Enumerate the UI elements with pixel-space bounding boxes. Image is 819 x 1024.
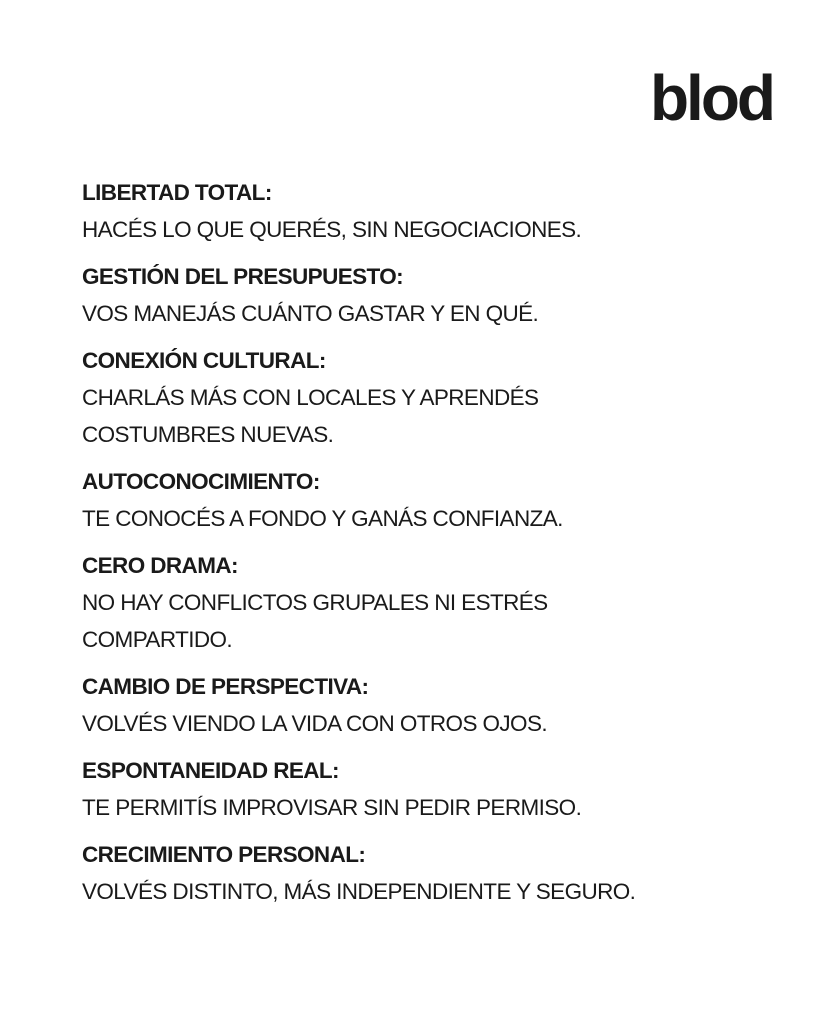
list-item <box>82 258 782 332</box>
item-title: CERO DRAMA: <box>82 553 238 578</box>
list-item <box>82 752 782 826</box>
item-description: TE PERMITÍS IMPROVISAR SIN PEDIR PERMISO. <box>82 795 582 820</box>
item-title: GESTIÓN DEL PRESUPUESTO: <box>82 264 404 289</box>
list-item <box>82 547 782 658</box>
list-item <box>82 174 782 248</box>
item-description: CHARLÁS MÁS CON LOCALES Y APRENDÉS COSTUMBRES NUEVAS. <box>82 385 539 447</box>
list-item <box>82 463 782 537</box>
item-description: VOLVÉS VIENDO LA VIDA CON OTROS OJOS. <box>82 711 548 736</box>
list-item <box>82 836 782 910</box>
item-description: VOS MANEJÁS CUÁNTO GASTAR Y EN QUÉ. <box>82 301 539 326</box>
item-title: LIBERTAD TOTAL: <box>82 180 272 205</box>
item-description: HACÉS LO QUE QUERÉS, SIN NEGOCIACIONES. <box>82 217 582 242</box>
benefits-list <box>82 174 782 920</box>
item-title: CONEXIÓN CULTURAL: <box>82 348 326 373</box>
brand-logo: blod <box>649 62 773 134</box>
item-description: TE CONOCÉS A FONDO Y GANÁS CONFIANZA. <box>82 506 563 531</box>
item-title: CRECIMIENTO PERSONAL: <box>82 842 366 867</box>
list-item <box>82 668 782 742</box>
item-title: AUTOCONOCIMIENTO: <box>82 469 320 494</box>
list-item <box>82 342 782 453</box>
item-description: VOLVÉS DISTINTO, MÁS INDEPENDIENTE Y SEGURO. <box>82 879 636 904</box>
item-description: NO HAY CONFLICTOS GRUPALES NI ESTRÉS COMPARTIDO. <box>82 590 548 652</box>
item-title: CAMBIO DE PERSPECTIVA: <box>82 674 369 699</box>
item-title: ESPONTANEIDAD REAL: <box>82 758 339 783</box>
